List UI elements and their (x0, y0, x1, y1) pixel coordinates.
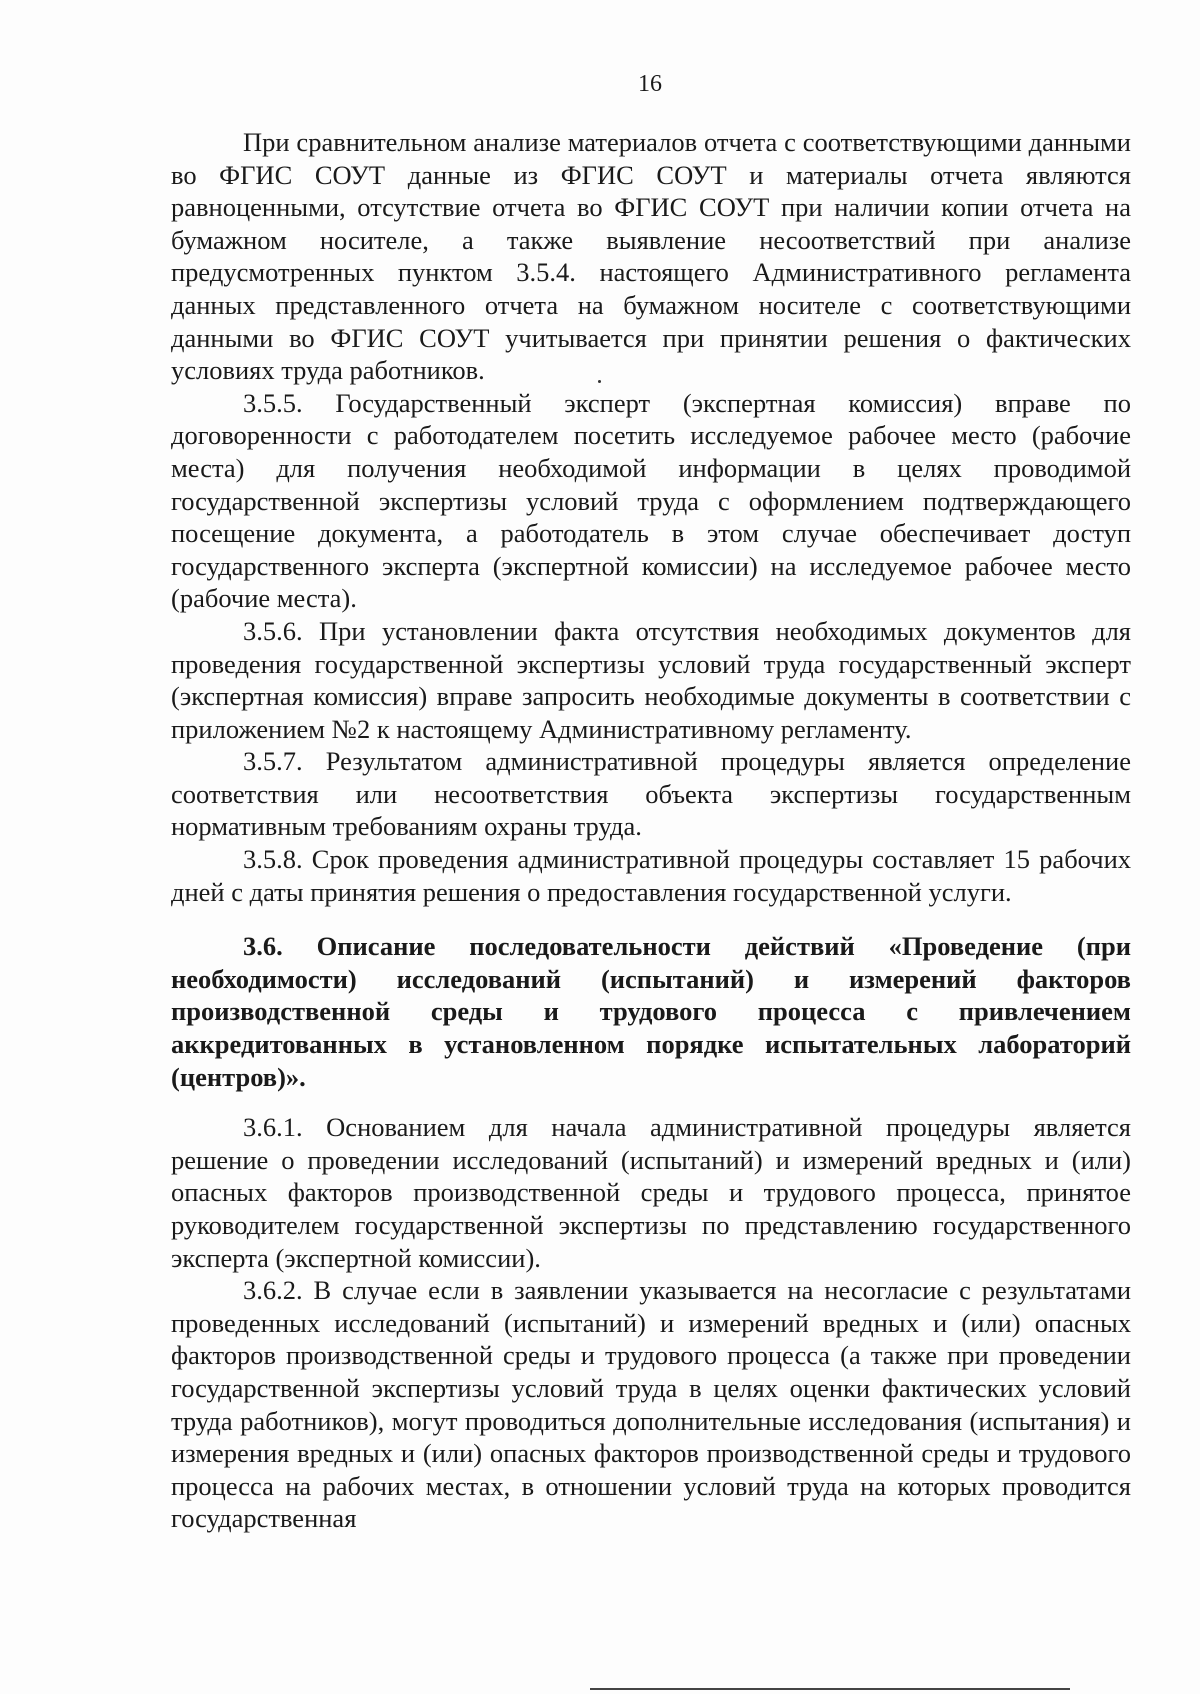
paragraph-3-5-8: 3.5.8. Срок проведения административной процедуры составляет 15 рабочих дней с даты принятия решения о предоставления государственной услуги. (171, 844, 1131, 907)
footer-rule (590, 1688, 1070, 1690)
page-number: 16 (638, 71, 662, 97)
paragraph-3-6-2: 3.6.2. В случае если в заявлении указывается на несогласие с результатами проведенных исследований (испытаний) и измерений вредных и (или) опасных факторов производственной среды и трудового процесса (а также при проведении государственной экспертизы условий труда в целях оценки фактических условий труда работников), могут проводиться дополнительные исследования (испытания) и измерения вредных и (или) опасных факторов производственной среды и трудового процесса на рабочих местах, в отношении условий труда на которых проводится государственная (171, 1275, 1131, 1534)
paragraph-3-5-7: 3.5.7. Результатом административной процедуры является определение соответствия или несоответствия объекта экспертизы государственным нормативным требованиям охраны труда. (171, 746, 1131, 842)
section-heading-3-6: 3.6. Описание последовательности действий «Проведение (при необходимости) исследований (испытаний) и измерений факторов производственной среды и трудового процесса с привлечением аккредитованных в установленном порядке испытательных лабораторий (центров)». (171, 931, 1131, 1092)
document-body (171, 126, 1131, 1535)
paragraph-3-6-1: 3.6.1. Основанием для начала административной процедуры является решение о проведении исследований (испытаний) и измерений вредных и (или) опасных факторов производственной среды и трудового процесса, принятое руководителем государственной экспертизы по представлению государственного эксперта (экспертной комиссии). (171, 1112, 1131, 1273)
paragraph-3-5-5: 3.5.5. Государственный эксперт (экспертная комиссия) вправе по договоренности с работодателем посетить исследуемое рабочее место (рабочие места) для получения необходимой информации в целях проводимой государственной экспертизы условий труда с оформлением подтверждающего посещение документа, а работодатель в этом случае обеспечивает доступ государственного эксперта (экспертной комиссии) на исследуемое рабочее место (рабочие места). (171, 387, 1131, 614)
paragraph-intro: При сравнительном анализе материалов отчета с соответствующими данными во ФГИС СОУТ данные из ФГИС СОУТ и материалы отчета являются равноценными, отсутствие отчета во ФГИС СОУТ при наличии копии отчета на бумажном носителе, а также выявление несоответствий при анализе предусмотренных пунктом 3.5.4. настоящего Административного регламента данных представленного отчета на бумажном носителе с соответствующими данными во ФГИС СОУТ учитывается при принятии решения о фактических условиях труда работников. (171, 127, 1131, 386)
paragraph-3-5-6: 3.5.6. При установлении факта отсутствия необходимых документов для проведения государственной экспертизы условий труда государственный эксперт (экспертная комиссия) вправе запросить необходимые документы в соответствии с приложением №2 к настоящему Административному регламенту. (171, 615, 1131, 744)
